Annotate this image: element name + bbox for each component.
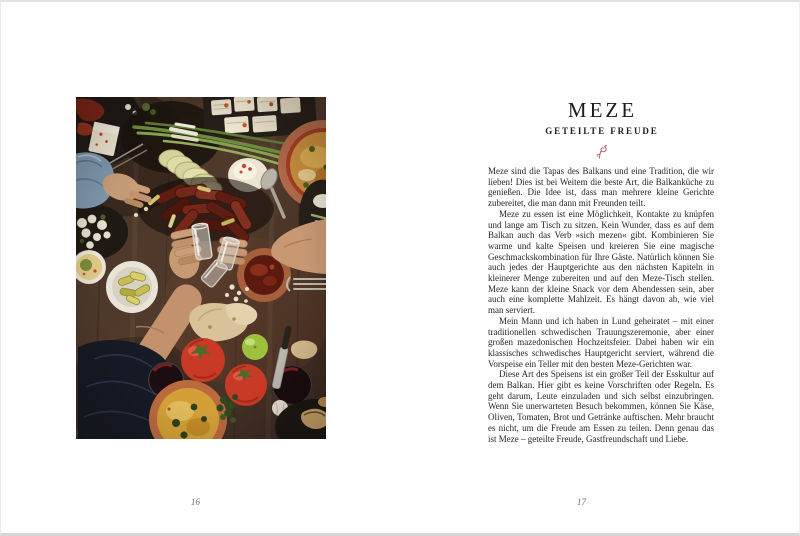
body-paragraph: Diese Art des Speisens ist ein großer Teil der Esskultur auf dem Balkan. Hier gibt es keine Vorschriften oder Regeln. Es geht darum, Leute einzuladen und sich selbst einzubringen. Wenn Sie unerwarteten Besuch bekommen, können Sie Käse, Oliven, Tomaten, Brot und Getränke auftischen. Mehr braucht es nicht, um die Freude am Essen zu teilen. Denn genau das ist Meze – geteilte Freude, Gastfreundschaft und Liebe.: [488, 369, 714, 444]
body-paragraph: Mein Mann und ich haben in Lund geheiratet – mit einer traditionellen schwedischen Trauungszeremonie, aber einer großen mazedonischen Hochzeitsfeier. Dabei haben wir ein klassisches schwedisches Hauptgericht serviert, während die Vorspeise ein Teller mit den besten Meze-Gerichten war.: [488, 315, 714, 369]
chapter-title: MEZE: [567, 98, 638, 122]
body-paragraph: Meze zu essen ist eine Möglichkeit, Kontakte zu knüpfen und lange am Tisch zu sitzen. Kein Wunder, dass es auf dem Balkan auch das Verb »sich mezen« gibt. Kombinieren Sie warme und kalte Speisen und kreieren Sie eine magische Geschmackskombination für Ihre Gäste. Natürlich können Sie auch jedes der Hauptgerichte aus den nächsten Kapiteln in kleinerer Menge zubereiten und auf den Meze-Tisch stellen. Meze kann der kleine Snack vor dem Abendessen sein, aber auch eine komplette Mahlzeit. Es hängt davon ab, wie viel man serviert.: [488, 208, 714, 316]
photo-vignette: [76, 97, 326, 439]
meze-table-photo: [76, 97, 326, 439]
meze-photo-illustration: [76, 97, 326, 439]
chapter-body: [488, 166, 714, 444]
page-number-right: 17: [577, 497, 586, 507]
chapter-content: [488, 97, 714, 444]
body-paragraph: Meze sind die Tapas des Balkans und eine Tradition, die wir lieben! Dies ist bei Weitem die beste Art, die Balkanküche zu genießen. Die Idee ist, dass man mehrere kleine Gerichte zubereitet, die man dann mit Freunden teilt.: [488, 166, 714, 209]
floral-flourish-icon: [593, 143, 609, 161]
page-number-left: 16: [191, 497, 200, 507]
chapter-subtitle: GETEILTE FREUDE: [545, 126, 659, 136]
